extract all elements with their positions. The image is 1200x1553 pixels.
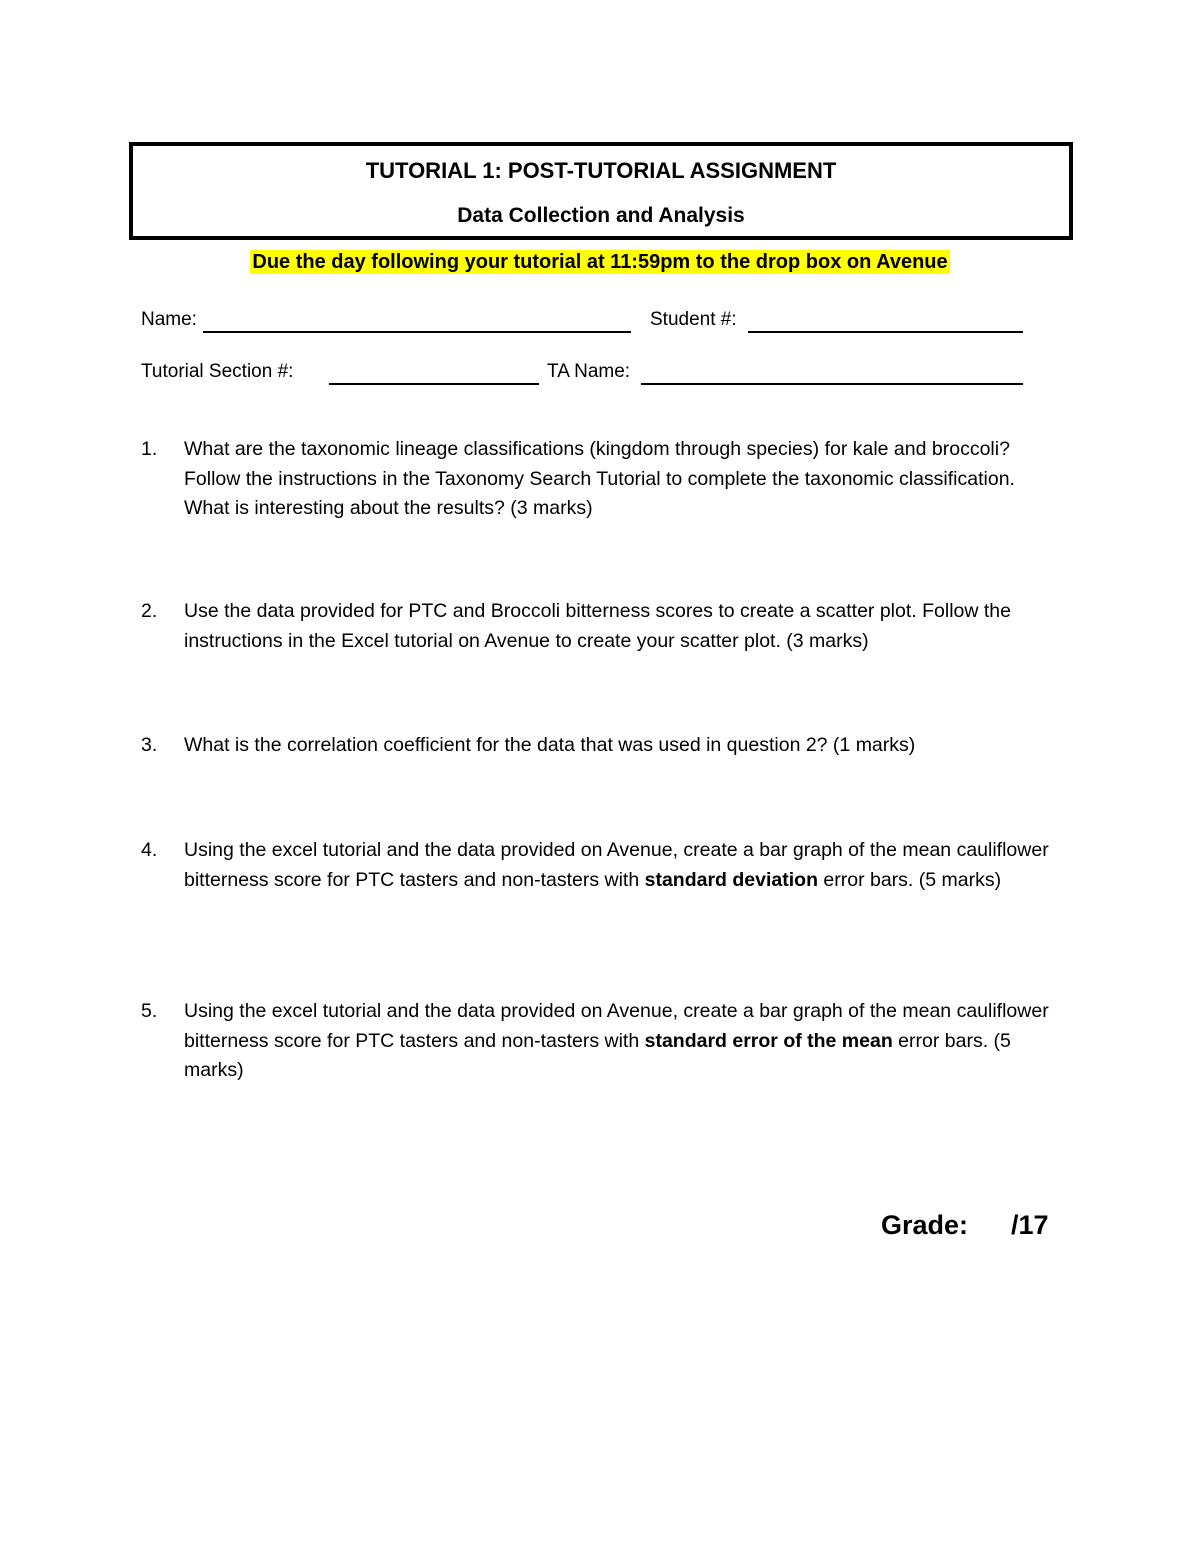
due-notice <box>0 251 1200 274</box>
name-label: Name: <box>141 309 197 330</box>
question-number: 4. <box>141 839 158 861</box>
question-1 <box>141 435 1071 525</box>
question-number: 3. <box>141 734 158 756</box>
name-student-row <box>141 309 1041 339</box>
question-text-part: Using the excel tutorial and the data provided on Avenue, create a bar graph of the mean cauliflower bitterness score for PTC tasters and non-tasters with <box>184 1000 1049 1052</box>
question-text-part: error bars. (5 marks) <box>817 868 1002 891</box>
question-text <box>184 997 1064 1086</box>
title-box <box>129 142 1073 240</box>
question-text: What is the correlation coefficient for the data that was used in question 2? (1 marks) <box>184 734 916 756</box>
tutorial-section-label: Tutorial Section #: <box>141 361 294 382</box>
grade-label: Grade: <box>881 1210 969 1240</box>
question-text <box>184 836 1064 895</box>
question-text: What are the taxonomic lineage classifications (kingdom through species) for kale and broccoli? Follow the instructions in the Taxonomy Search Tutorial to complete the taxonomic classification. What is interesting about the results? (3 marks) <box>184 438 1015 519</box>
student-number-label: Student #: <box>650 309 737 330</box>
question-number: 2. <box>141 600 158 622</box>
question-number: 5. <box>141 1000 158 1022</box>
grade-total: /17 <box>1011 1210 1049 1240</box>
due-notice-text: Due the day following your tutorial at 11:59pm to the drop box on Avenue <box>252 251 948 273</box>
name-field[interactable] <box>203 331 631 333</box>
question-5 <box>141 997 1071 1087</box>
question-number: 1. <box>141 438 158 460</box>
question-3 <box>141 731 1071 761</box>
page-subtitle: Data Collection and Analysis <box>457 204 745 227</box>
question-text-part: error bars. (5 marks) <box>184 1029 1011 1081</box>
question-emphasis: standard deviation <box>644 868 818 891</box>
question-text: Use the data provided for PTC and Broccoli bitterness scores to create a scatter plot. Follow the instructions in the Excel tutorial on Avenue to create your scatter plot. (3 marks) <box>184 600 1011 652</box>
question-emphasis: standard error of the mean <box>644 1029 893 1052</box>
tutorial-section-field[interactable] <box>329 383 539 385</box>
question-2 <box>141 597 1071 657</box>
question-4 <box>141 836 1071 926</box>
question-text-part: Using the excel tutorial and the data provided on Avenue, create a bar graph of the mean cauliflower bitterness score for PTC tasters and non-tasters with <box>184 839 1049 891</box>
page-title: TUTORIAL 1: POST-TUTORIAL ASSIGNMENT <box>365 158 837 183</box>
ta-name-label: TA Name: <box>547 361 631 382</box>
student-number-field[interactable] <box>748 331 1023 333</box>
section-ta-row <box>141 361 1041 391</box>
ta-name-field[interactable] <box>641 383 1023 385</box>
